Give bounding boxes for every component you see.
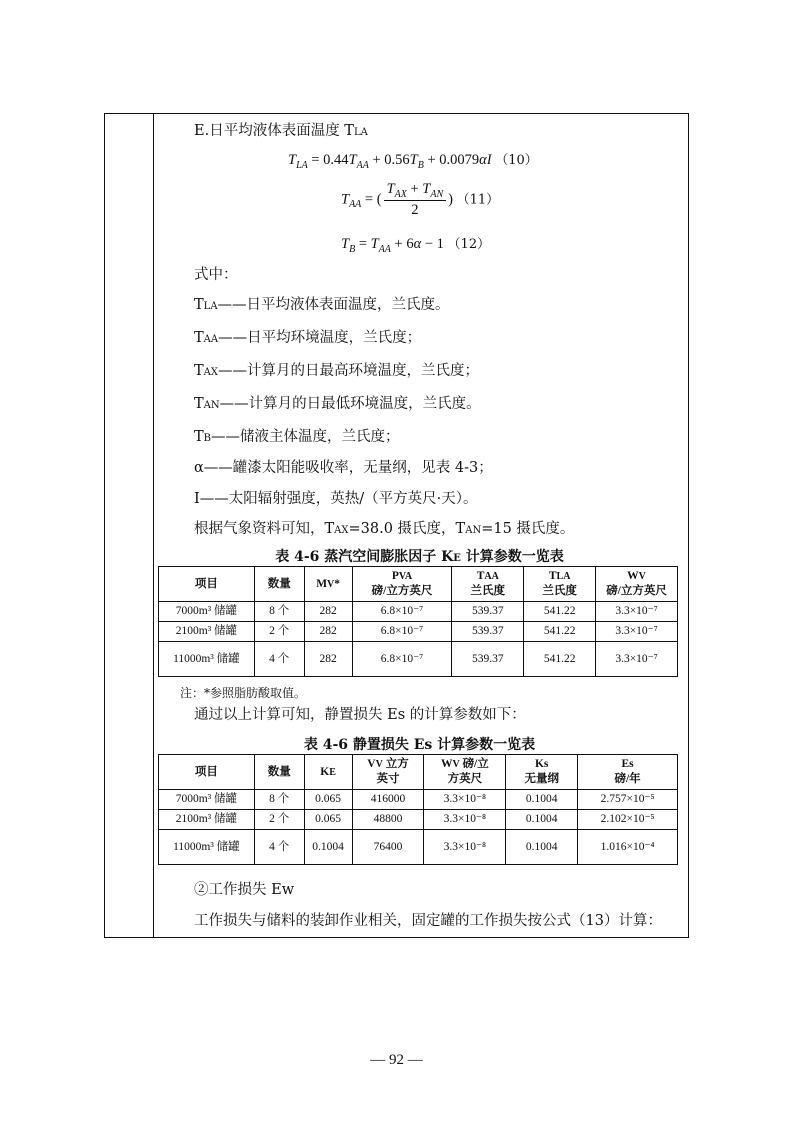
- definition-i: I——太阳辐射强度，英热/（平方英尺·天）。: [194, 491, 478, 507]
- section-heading: [194, 119, 368, 140]
- table2-header-wv: WV 磅/立 方英尺: [424, 755, 506, 790]
- table-row: 2100m³ 储罐 2 个 282 6.8×10⁻⁷ 539.37 541.22 3.3×10⁻⁷: [159, 622, 678, 642]
- table2-header-count: 数量: [254, 755, 304, 790]
- table-row: 7000m³ 储罐 8 个 0.065 416000 3.3×10⁻⁸ 0.1004 2.757×10⁻⁵: [159, 790, 678, 810]
- definition-tb: TB——储液主体温度，兰氏度；: [194, 429, 400, 445]
- equation-10-tag: （10）: [495, 153, 538, 168]
- table1-header-item: 项目: [159, 567, 255, 602]
- definition-tan: TAN——计算月的日最低环境温度，兰氏度。: [194, 396, 481, 412]
- table1-header-taa: TAA 兰氏度: [452, 567, 524, 602]
- definitions-title: 式中：: [194, 267, 238, 283]
- table2-header-item: 项目: [159, 755, 255, 790]
- definition-tax: TAX——计算月的日最高环境温度，兰氏度；: [194, 363, 480, 379]
- equation-10: $T_{LA} = 0.44T_{AA} + 0.56T_B + 0.0079\alpha I$ （10）: [288, 152, 538, 171]
- table1-header-wv: WV 磅/立方英尺: [596, 567, 678, 602]
- table2: [158, 754, 678, 865]
- heading-text: E.日平均液体表面温度 T: [194, 123, 354, 139]
- table2-header-ks: Ks 无量纲: [506, 755, 578, 790]
- table1-header-mv: MV*: [304, 567, 352, 602]
- table1-header-pva: PVA 磅/立方英尺: [352, 567, 452, 602]
- table-row: 2100m³ 储罐 2 个 0.065 48800 3.3×10⁻⁸ 0.1004 2.102×10⁻⁵: [159, 810, 678, 830]
- page-number: — 92 —: [370, 1052, 423, 1068]
- heading-sub: LA: [353, 127, 368, 138]
- definition-taa: TAA——日平均环境温度，兰氏度；: [194, 330, 422, 346]
- definition-alpha: α——罐漆太阳能吸收率，无量纲，见表 4-3；: [194, 460, 493, 476]
- table2-header-ke: KE: [304, 755, 352, 790]
- table1-caption: 表 4-6 蒸汽空间膨胀因子 KE 计算参数一览表: [275, 549, 564, 565]
- equation-11-tag: （11）: [456, 192, 500, 208]
- table1-header-tla: TLA 兰氏度: [524, 567, 596, 602]
- summary-line: 通过以上计算可知，静置损失 Es 的计算参数如下：: [194, 707, 526, 723]
- table2-header-vv: VV 立方 英寸: [352, 755, 424, 790]
- table-row: 11000m³ 储罐 4 个 0.1004 76400 3.3×10⁻⁸ 0.1004 1.016×10⁻⁴: [159, 830, 678, 865]
- table1-header-count: 数量: [254, 567, 304, 602]
- equation-11: $T_{AA}$ = ( $\frac{T_{AX} + T_{AN}}{2}$ ) （11）: [341, 181, 500, 218]
- equation-12-tag: （12）: [447, 237, 491, 252]
- equation-12: $T_B = T_{AA} + 6\alpha - 1$ （12）: [341, 236, 491, 255]
- table2-caption: 表 4-6 静置损失 Es 计算参数一览表: [303, 737, 536, 753]
- table-row: 7000m³ 储罐 8 个 282 6.8×10⁻⁷ 539.37 541.22 3.3×10⁻⁷: [159, 602, 678, 622]
- table1: [158, 566, 678, 677]
- table1-note: 注：*参照脂肪酸取值。: [180, 686, 307, 700]
- table2-header-row: [159, 755, 678, 790]
- content-area: [152, 113, 687, 938]
- work-loss-title: ②工作损失 Ew: [194, 882, 295, 898]
- work-loss-text: 工作损失与储料的装卸作业相关，固定罐的工作损失按公式（13）计算：: [194, 913, 662, 929]
- table1-header-row: [159, 567, 678, 602]
- climate-line: 根据气象资料可知，TAX=38.0 摄氏度，TAN=15 摄氏度。: [194, 521, 575, 537]
- table2-header-es: Es 磅/年: [578, 755, 678, 790]
- definition-tla: TLA——日平均液体表面温度，兰氏度。: [194, 297, 450, 313]
- table-row: 11000m³ 储罐 4 个 282 6.8×10⁻⁷ 539.37 541.22 3.3×10⁻⁷: [159, 642, 678, 677]
